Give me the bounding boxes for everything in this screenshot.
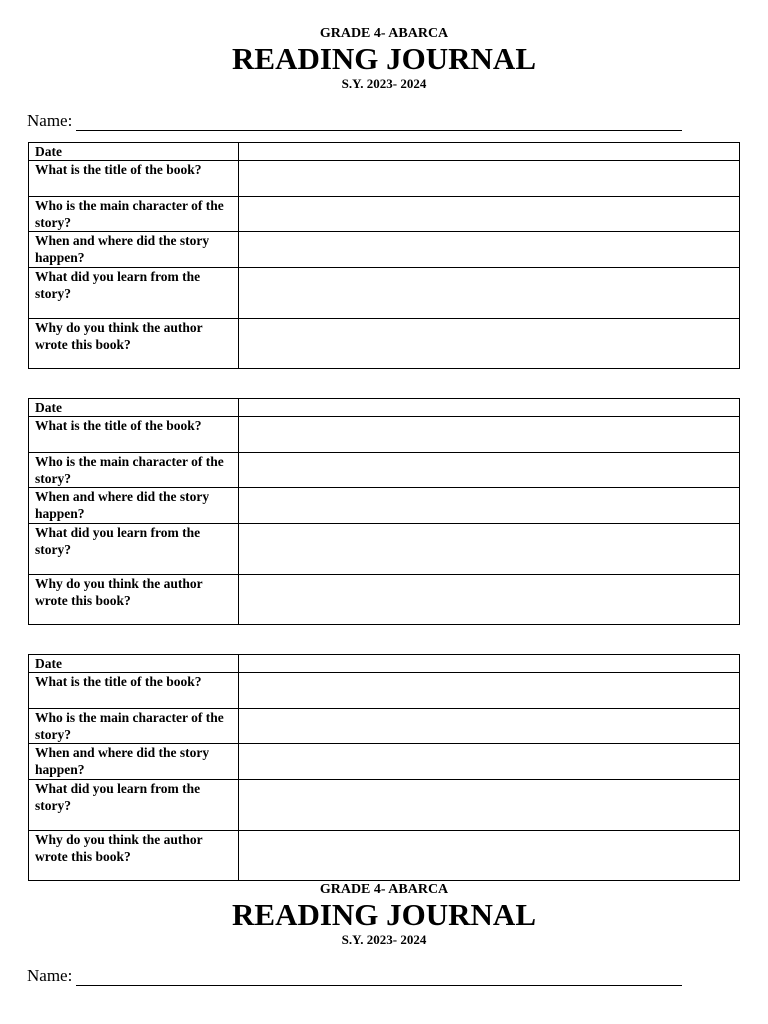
date-answer-cell[interactable] — [239, 143, 740, 161]
answer-cell[interactable] — [239, 268, 740, 319]
question-label: Who is the main character of the story? — [29, 197, 239, 232]
journal-title: READING JOURNAL — [232, 41, 536, 76]
table-row — [29, 524, 740, 575]
answer-cell[interactable] — [239, 319, 740, 369]
school-year: S.Y. 2023- 2024 — [341, 932, 427, 947]
table-row — [29, 673, 740, 709]
answer-cell[interactable] — [239, 524, 740, 575]
answer-cell[interactable] — [239, 780, 740, 831]
journal-header — [0, 26, 768, 91]
table-row — [29, 143, 740, 161]
question-label: What is the title of the book? — [29, 417, 239, 453]
name-field-line[interactable] — [76, 114, 682, 131]
question-label: When and where did the story happen? — [29, 232, 239, 268]
table-row — [29, 831, 740, 881]
table-row — [29, 780, 740, 831]
journal-title: READING JOURNAL — [232, 897, 536, 932]
journal-entry-table — [28, 654, 740, 881]
grade-label: GRADE 4- ABARCA — [319, 26, 449, 41]
name-row — [27, 111, 682, 131]
journal-entry-table — [28, 142, 740, 369]
answer-cell[interactable] — [239, 417, 740, 453]
table-row — [29, 268, 740, 319]
question-label: What did you learn from the story? — [29, 524, 239, 575]
grade-label: GRADE 4- ABARCA — [319, 882, 449, 897]
table-row — [29, 197, 740, 232]
answer-cell[interactable] — [239, 161, 740, 197]
journal-entry-table — [28, 398, 740, 625]
answer-cell[interactable] — [239, 744, 740, 780]
answer-cell[interactable] — [239, 575, 740, 625]
question-label: What did you learn from the story? — [29, 780, 239, 831]
answer-cell[interactable] — [239, 488, 740, 524]
table-row — [29, 417, 740, 453]
school-year: S.Y. 2023- 2024 — [341, 76, 427, 91]
table-row — [29, 232, 740, 268]
table-row — [29, 161, 740, 197]
name-field-line[interactable] — [76, 969, 682, 986]
table-row — [29, 709, 740, 744]
answer-cell[interactable] — [239, 453, 740, 488]
name-row — [27, 966, 682, 986]
question-label: When and where did the story happen? — [29, 744, 239, 780]
question-label: Why do you think the author wrote this book? — [29, 831, 239, 881]
date-label: Date — [29, 655, 239, 673]
answer-cell[interactable] — [239, 197, 740, 232]
answer-cell[interactable] — [239, 232, 740, 268]
table-row — [29, 744, 740, 780]
table-row — [29, 453, 740, 488]
question-label: Who is the main character of the story? — [29, 709, 239, 744]
question-label: Why do you think the author wrote this book? — [29, 575, 239, 625]
question-label: Why do you think the author wrote this book? — [29, 319, 239, 369]
name-label: Name: — [27, 111, 73, 130]
answer-cell[interactable] — [239, 709, 740, 744]
table-row — [29, 655, 740, 673]
date-answer-cell[interactable] — [239, 655, 740, 673]
question-label: Who is the main character of the story? — [29, 453, 239, 488]
table-row — [29, 575, 740, 625]
date-answer-cell[interactable] — [239, 399, 740, 417]
answer-cell[interactable] — [239, 673, 740, 709]
question-label: When and where did the story happen? — [29, 488, 239, 524]
table-row — [29, 319, 740, 369]
date-label: Date — [29, 399, 239, 417]
answer-cell[interactable] — [239, 831, 740, 881]
table-row — [29, 399, 740, 417]
date-label: Date — [29, 143, 239, 161]
journal-header — [0, 882, 768, 947]
name-label: Name: — [27, 966, 73, 985]
question-label: What did you learn from the story? — [29, 268, 239, 319]
question-label: What is the title of the book? — [29, 673, 239, 709]
table-row — [29, 488, 740, 524]
question-label: What is the title of the book? — [29, 161, 239, 197]
